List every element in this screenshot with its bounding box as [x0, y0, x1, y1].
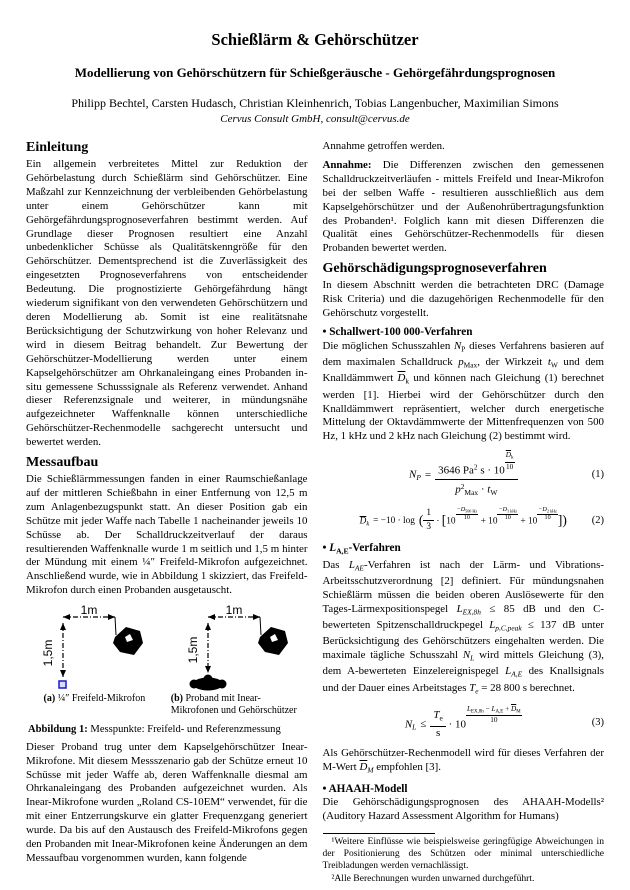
dimension-label-1-5m: 1,5m [41, 639, 56, 667]
m-wert-paragraph: Als Gehörschützer-Rechenmodell wird für dieses Verfahren der M-Wert $\overline{D}_M$ empfohlen [3]. [322, 747, 604, 775]
arrowhead-bottom [60, 670, 66, 677]
paper-header [26, 30, 604, 125]
schallwert-verfahren-paragraph: Die möglichen Schusszahlen $N_P$ dieses Verfahrens basieren auf dem maximalen Schalldruck $p_{Max}$, der Wirkzeit $t_W$ und dem Knalldämmwert $\overline{D}_k$ und können nach Gleichung (1) berechnet werden [1]. Hierbei wird der Gehörschützer durch den Knalldämmwert repräsentiert, welcher durch energetische Mittelung der Oktavdämmwerte der Mittenfrequenzen von 500 Hz, 1 kHz und 2 kHz nach Gleichung (2) bestimmt wird. [322, 339, 604, 443]
equation-2-tag: (2) [591, 515, 604, 527]
equation-1-body: $N_P$ = 3646 Pa$^2$ s · 10 $\frac{\overline{D}_k}{10}$ $p^2_{Max} \cdot t_W$ [409, 451, 518, 499]
figure-1-caption-label: Abbildung 1: [28, 724, 88, 736]
footnote-2: ²Alle Berechnungen wurden unwarned durchgeführt. [331, 872, 535, 884]
subfigure-a-label: (a) [43, 693, 56, 705]
subfigure-b-caption [171, 693, 308, 717]
messaufbau-heading: Messaufbau [26, 455, 99, 471]
muzzle-reference-line [115, 617, 116, 635]
microphone-icon [59, 681, 66, 688]
schallwert-verfahren-heading: • Schallwert-100 000-Verfahren [322, 325, 473, 338]
equation-2 [323, 507, 605, 536]
subfigure-a-caption [44, 693, 146, 705]
figure-1-caption-text: Messpunkte: Freifeld- und Referenzmessung [87, 724, 281, 736]
einleitung-heading: Einleitung [26, 140, 89, 155]
equation-3 [323, 705, 605, 740]
einleitung-paragraph: Ein allgemein verbreitetes Mittel zur Reduktion der Gehörbelastung durch Schießlärm sind Gehörschützer. Eine Maßzahl zur Kennzeichnung der verbleibenden Gehörbelastung unter einem Gehörschützer kann mit Gehörgefährdungsprognoseverfahren bestimmt werden. Auf Grundlage dieser Prognosen resultiert eine Anzahl unbedenklicher Schüsse als Qualitätskenngröße für den Gehörschützer. Dementsprechend ist die Zuverlässigkeit des eingesetzten Prognoseverfahrens von entscheidender Bedeutung. Die prognostizierte Gehörgefährdung hängt wiederum signifikant von den verwendeten Gehörschützern und deren Modellierung ab. Somit ist eine realitätsnahe Berücksichtigung der Schutzwirkung von hoher Relevanz und wird in diesem Beitrag behandelt. Zur Bewertung der Gehörschützer-Modellierung werden unter einem Kapselgehörschützer am Ohrkanaleingang eines Probanden in-situ gemessene Schusssignale als Referenz verwendet. Anhand dieser Referenzsignale und weiterer, in mündungsnähe aufgezeichneter Waffenknalle können unterschiedliche Gehörschützer-Rechenmodelle sachgerecht untersucht und bewertet werden. [26, 158, 308, 449]
lae-verfahren-heading: • $L_{A,E}$-Verfahren [322, 542, 401, 556]
lae-verfahren-paragraph: Das $L_{AE}$-Verfahren ist nach der Lärm- und Vibrations-Arbeitsschutzverordnung [2] definiert. Für mündungsnahen Schießlärm müssen die beiden oberen Auslösewerte für den Tages-Lärmexpositionspegel $L_{EX,8h} \le 85$ dB und den C-bewerteten Spitzenschalldruckpegel $L_{p,C,peak} \le 137$ dB unter Berücksichtigung des Gehörschützers eingehalten werden. Die maximale tägliche Schusszahl $N_L$ wird mittels Gleichung (3), dem A-bewerteten Einzelereignispegel $L_{A,E}$ des Knallsignals und der Dauer eines Arbeitstages $T_e = 28$ 800 s berechnet. [322, 558, 604, 696]
arrowhead-left [63, 614, 70, 620]
equation-1-tag: (1) [591, 469, 604, 481]
arrowhead-right [253, 614, 260, 620]
equation-1 [323, 451, 605, 499]
dimension-label-1-5m: 1,5m [186, 636, 201, 664]
proband-head-icon [190, 675, 227, 691]
ahaah-modell-heading: • AHAAH-Modell [322, 782, 408, 795]
right-column [323, 140, 605, 885]
subfigure-a [26, 605, 163, 717]
dimension-label-1m: 1m [81, 605, 98, 618]
paper-affiliation: Cervus Consult GmbH, consult@cervus.de [220, 113, 410, 125]
arrowhead-left [208, 614, 215, 620]
proband-measurement-diagram [174, 605, 304, 691]
muzzle-reference-line [260, 617, 261, 635]
figure-1-caption [28, 724, 308, 737]
arrowhead-top [60, 623, 66, 630]
ahaah-modell-paragraph: Die Gehörschädigungsprognosen des AHAAH-Modells² (Auditory Hazard Assessment Algorithm for Humans) [322, 796, 604, 823]
equation-2-body: $\overline{D}_k = -10 \cdot \log$ ( $\frac{1}{3}$ · [10 $\frac{-D_{500 Hz}}{10}$ + 10 $-D_{1 kHz}$ 10 + 10 $-D_{2 kHz}$ 10 ]) [359, 506, 567, 533]
annahme-paragraph: Annahme: Die Differenzen zwischen den gemessenen Schalldruckzeitverläufen - mittels Freifeld und Inear-Mikrofon bei der selben Waffe - resultieren ausschließlich aus dem Kapselgehörschützer und der Außenohrübertragungsfunktion des Probanden¹. Folglich kann mit diesen Differenzen die Qualität eines Gehörschützer-Rechenmodells für diesen Probanden bewertet werden. [322, 158, 604, 255]
subfigure-b [171, 605, 308, 717]
equation-3-body: $N_L$ ≤ $\frac{T_e}{s}$ · 10 $L_{EX,8h} - L_{A,E} + \overline{D}_M$ 10 [404, 705, 521, 739]
left-column [26, 140, 308, 885]
footnote-1: ¹Weitere Einflüsse wie beispielsweise geringfügige Abweichungen in der Positionierung des Schützen oder minimal unterschiedliche Treibladungen werden vernachlässigt. [322, 836, 604, 872]
dimension-label-1m: 1m [225, 605, 243, 618]
arrowhead-right [108, 614, 115, 620]
arrowhead-top [205, 623, 211, 630]
prognoseverfahren-heading: Gehörschädigungsprognoseverfahren [322, 261, 547, 277]
two-column-body [26, 140, 604, 885]
freefield-measurement-diagram [29, 605, 159, 691]
subfigure-b-label: (b) [170, 693, 183, 705]
subfigure-a-text: ¼″ Freifeld-Mikrofon [55, 693, 146, 705]
pistol-icon [113, 627, 143, 655]
paper-authors: Philipp Bechtel, Carsten Hudasch, Christian Kleinhenrich, Tobias Langenbucher, Maximilian Simons [71, 96, 559, 110]
figure-1 [26, 605, 308, 717]
paper-subtitle: Modellierung von Gehörschützern für Schießgeräusche - Gehörgefährdungsprognosen [74, 65, 556, 80]
messaufbau-paragraph-2: Dieser Proband trug unter dem Kapselgehörschützer Inear-Mikrofone. Mit diesem Messszenario gab der Schütze erneut 10 Schüsse mit jeder Waffe ab, deren Waffenknalle diesmal am Ohrkanaleingang des Probanden aufgezeichnet wurden. Als Inear-Mikrofone wurden „Roland CS-10EM“ verwendet, für die mit einer Entzerrungskurve ein glatter Frequenzgang generiert wurde. Da bis auf den Austausch des Freifeld-Mikrofons gegen den Probanden mit Inear-Mikrofonen keine Änderungen an dem Messaufbau vorgenommen wurden, kann folgende [26, 740, 308, 864]
pistol-icon [258, 627, 288, 655]
arrowhead-bottom [205, 666, 211, 673]
prognoseverfahren-intro: In diesem Abschnitt werden die betrachteten DRC (Damage Risk Criteria) und die dazugehörigen Rechenmodelle für den Gehörschutz vorgestellt. [322, 279, 604, 320]
paper-title: Schießlärm & Gehörschützer [211, 30, 419, 49]
equation-3-tag: (3) [591, 716, 604, 728]
subfigure-b-text: Proband mit Inear-Mikrofonen und Gehörschützer [170, 693, 297, 717]
footnote-divider [323, 833, 436, 834]
messaufbau-paragraph-1: Die Schießlärmmessungen fanden in einer Raumschießanlage auf der mittleren Schießbahn in einer Entfernung von 12,5 m zum Anlagenbezugspunkt statt. An dieser Position gab ein Schütze mit jeder Waffe nach Tabelle 1 nacheinander jeweils 10 Schüsse ab. Der Schalldruckzeitverlauf der daraus resultierenden Waffenknalle wurde 1 m seitlich und 1,5 m hinter der Mündung mit einem ¼″ Freifeld-Mikrofon aufgezeichnet. Anschließend wurde, wie in Abbildung 1 skizziert, das Freifeld-Mikrofon durch einen Probanden ausgetauscht. [26, 473, 308, 597]
carryover-paragraph: Annahme getroffen werden. [322, 140, 445, 152]
